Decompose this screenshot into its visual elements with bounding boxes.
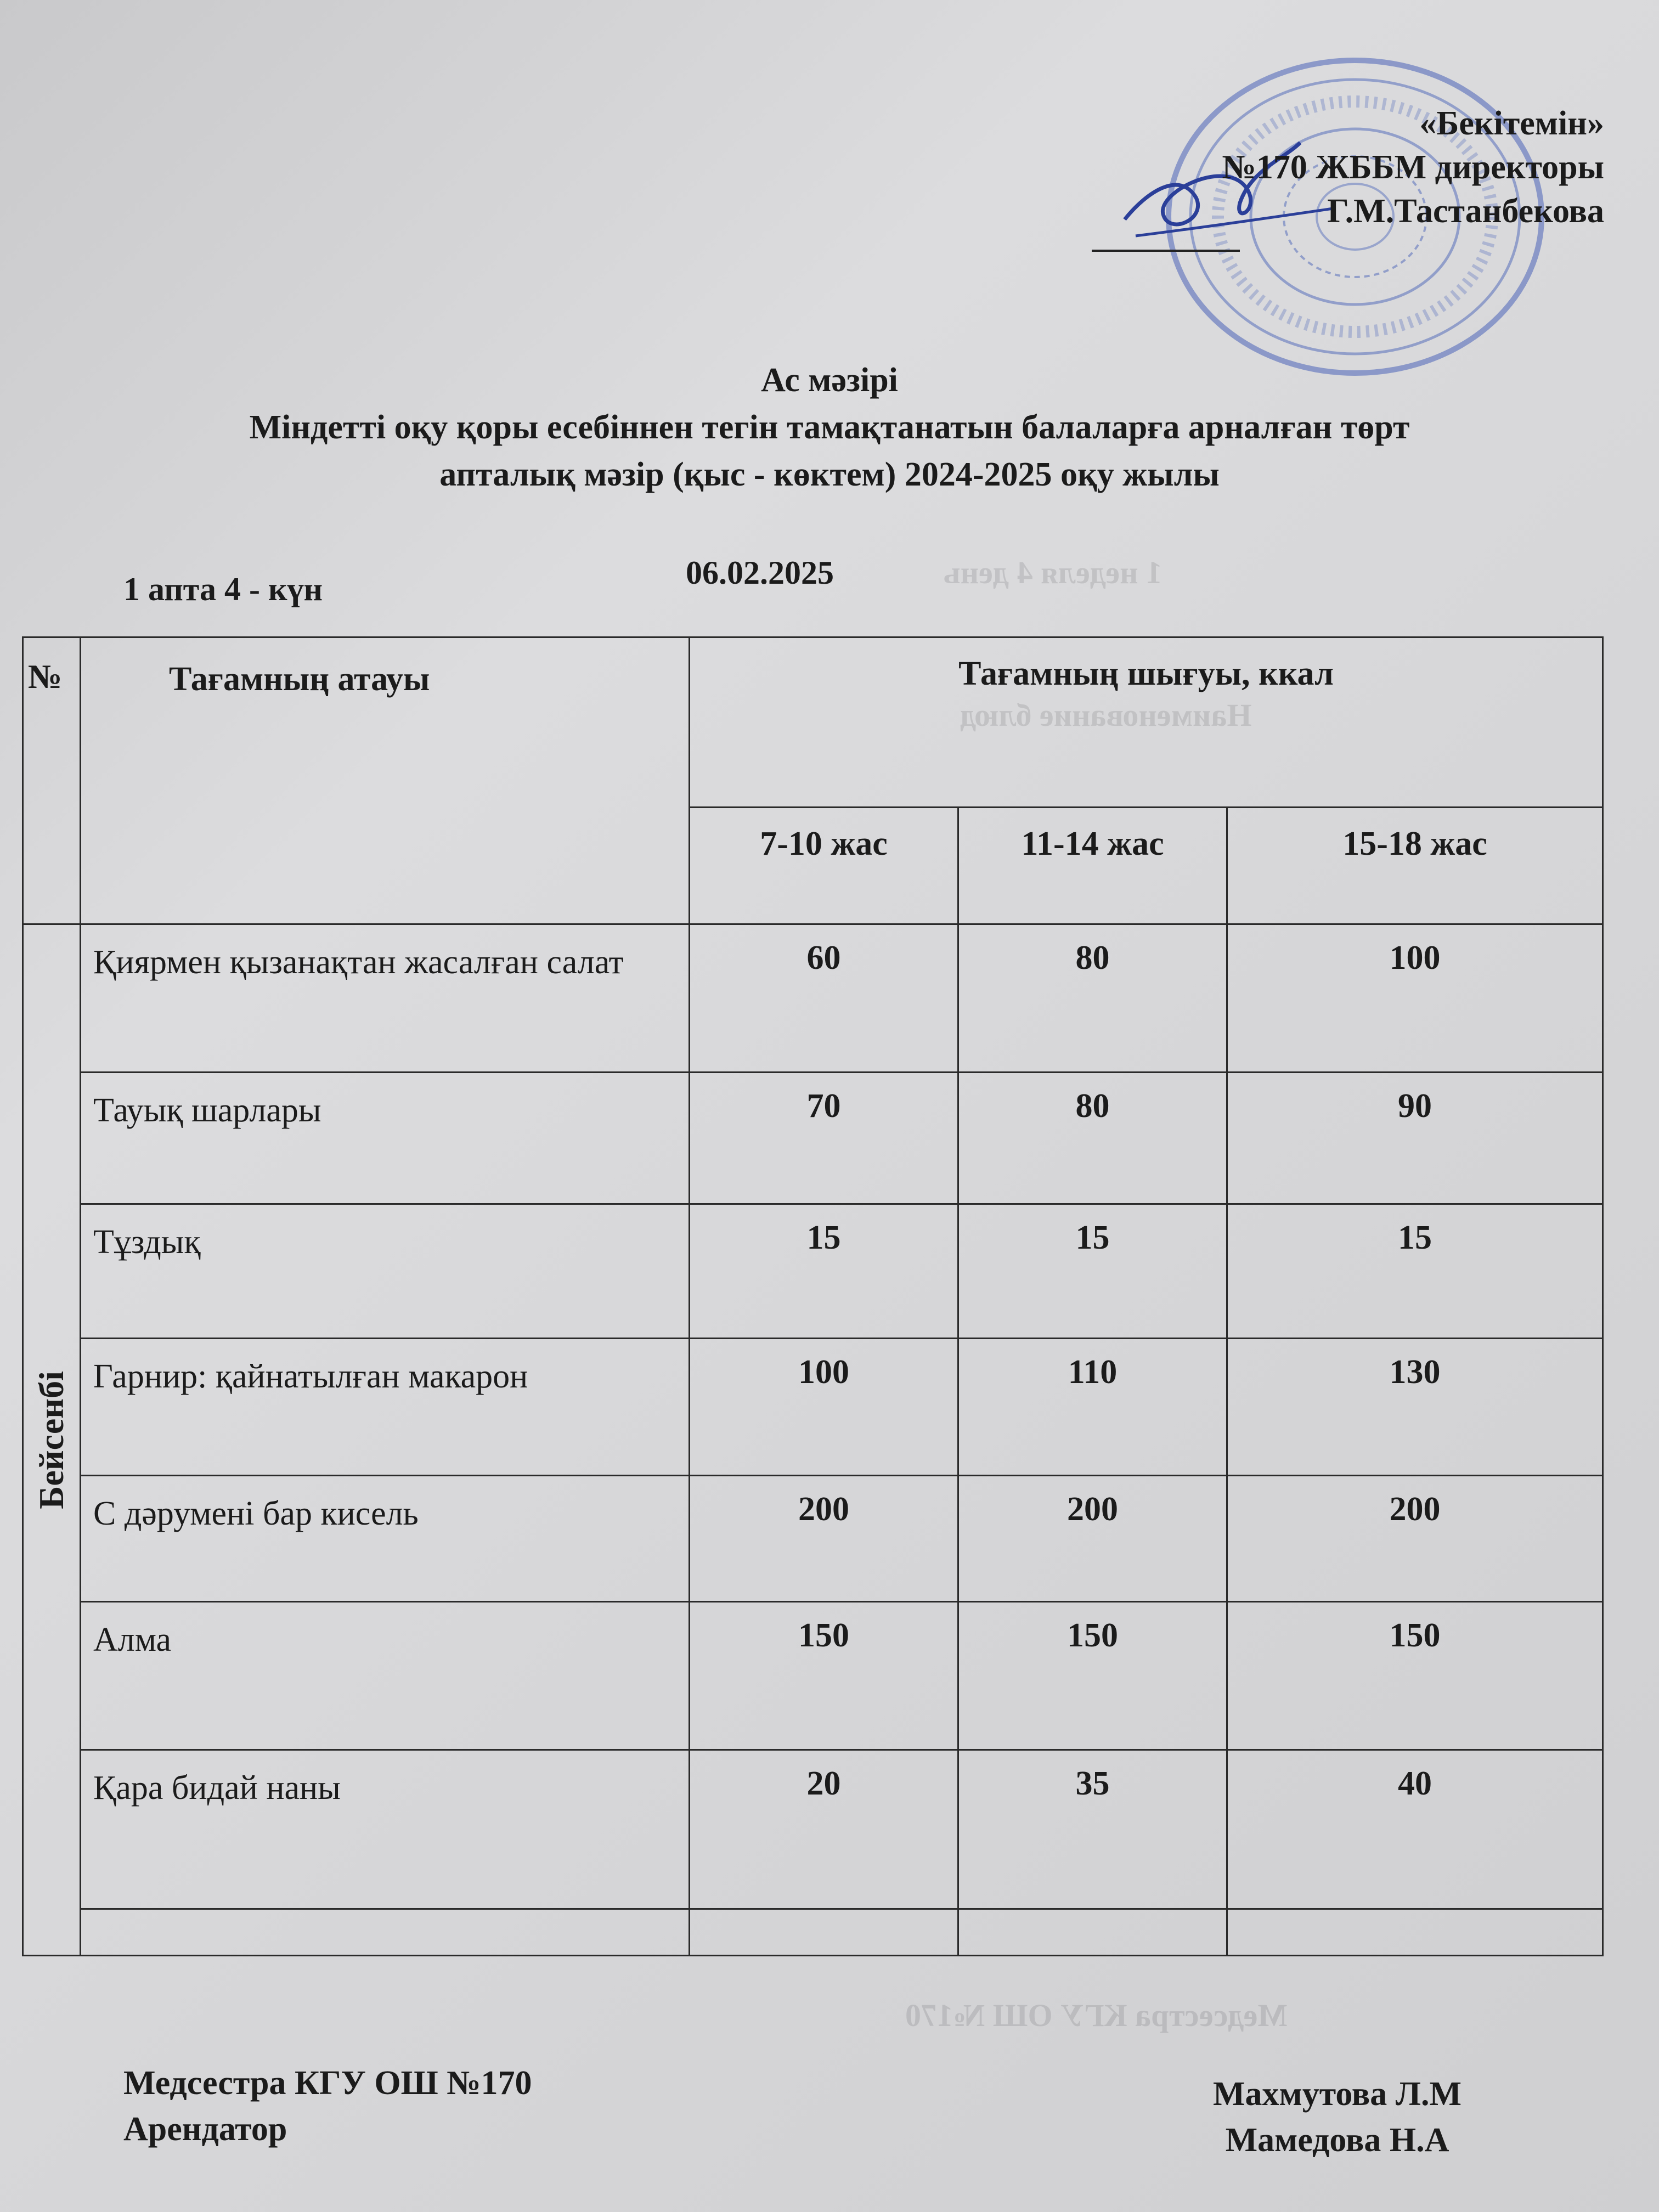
- bleed-through-text: Наименование блюд: [960, 697, 1252, 733]
- title-line-2: Міндетті оқу қоры есебіннен тегін тамақтанатын балаларға арналған төрт: [249, 409, 1410, 446]
- header-number: №: [23, 637, 81, 924]
- value-15-18: 90: [1227, 1073, 1603, 1204]
- value-7-10: 200: [690, 1476, 958, 1602]
- value-11-14: 35: [958, 1750, 1227, 1909]
- approval-heading: «Бекітемін»: [1419, 105, 1604, 142]
- empty-cell: [690, 1909, 958, 1956]
- tenant-label: Арендатор: [123, 2111, 287, 2148]
- empty-row: [23, 1909, 1603, 1956]
- footer-left: [123, 2060, 532, 2152]
- value-11-14: 80: [958, 1073, 1227, 1204]
- header-output: Тағамның шығуы, ккал: [690, 637, 1603, 808]
- approval-director-name: Г.М.Тастанбекова: [1327, 193, 1604, 230]
- approval-block: [1222, 101, 1604, 233]
- title-line-1: Ас мәзірі: [761, 362, 898, 399]
- dish-name: Тауық шарлары: [81, 1073, 690, 1204]
- approval-position: №170 ЖББМ директоры: [1222, 149, 1604, 186]
- value-7-10: 20: [690, 1750, 958, 1909]
- dish-name: Тұздық: [81, 1204, 690, 1339]
- value-11-14: 110: [958, 1339, 1227, 1476]
- nurse-label: Медсестра КГУ ОШ №170: [123, 2064, 532, 2102]
- empty-cell: [81, 1909, 690, 1956]
- nurse-name: Махмутова Л.М: [1212, 2075, 1462, 2113]
- menu-date: 06.02.2025: [686, 555, 834, 591]
- value-15-18: 200: [1227, 1476, 1603, 1602]
- value-7-10: 150: [690, 1602, 958, 1750]
- value-7-10: 100: [690, 1339, 958, 1476]
- value-7-10: 15: [690, 1204, 958, 1339]
- bleed-through-text: Медсестра КГУ ОШ №170: [905, 1997, 1288, 2033]
- table-row: [23, 1750, 1603, 1909]
- dish-name: Қиярмен қызанақтан жасалған салат: [81, 924, 690, 1073]
- header-age-15-18: 15-18 жас: [1227, 808, 1603, 924]
- day-cell: [23, 924, 81, 1956]
- menu-table: [22, 636, 1604, 1956]
- title-line-3: апталық мәзір (қыс - көктем) 2024-2025 оқу жылы: [439, 456, 1220, 493]
- week-day-label: 1 апта 4 - күн: [123, 571, 323, 607]
- value-15-18: 130: [1227, 1339, 1603, 1476]
- table-row: [23, 1073, 1603, 1204]
- value-7-10: 60: [690, 924, 958, 1073]
- dish-name: Алма: [81, 1602, 690, 1750]
- table-row: [23, 924, 1603, 1073]
- header-dish-name: Тағамның атауы: [81, 637, 690, 924]
- value-15-18: 15: [1227, 1204, 1603, 1339]
- dish-name: С дәрумені бар кисель: [81, 1476, 690, 1602]
- value-15-18: 40: [1227, 1750, 1603, 1909]
- value-11-14: 200: [958, 1476, 1227, 1602]
- empty-cell: [958, 1909, 1227, 1956]
- table-row: [23, 1204, 1603, 1339]
- table-row: [23, 1602, 1603, 1750]
- value-11-14: 80: [958, 924, 1227, 1073]
- header-age-11-14: 11-14 жас: [958, 808, 1227, 924]
- value-15-18: 100: [1227, 924, 1603, 1073]
- table-row: [23, 1339, 1603, 1476]
- tenant-name: Мамедова Н.А: [1225, 2121, 1449, 2159]
- document-title: [0, 357, 1659, 498]
- empty-cell: [1227, 1909, 1603, 1956]
- value-7-10: 70: [690, 1073, 958, 1204]
- value-15-18: 150: [1227, 1602, 1603, 1750]
- footer-right: [1213, 2071, 1462, 2163]
- day-label: Бейсенбі: [32, 1370, 71, 1509]
- header-age-7-10: 7-10 жас: [690, 808, 958, 924]
- value-11-14: 15: [958, 1204, 1227, 1339]
- table-row: [23, 1476, 1603, 1602]
- dish-name: Гарнир: қайнатылған макарон: [81, 1339, 690, 1476]
- signature-line: [1092, 250, 1240, 252]
- value-11-14: 150: [958, 1602, 1227, 1750]
- bleed-through-text: 1 неделя 4 день: [944, 555, 1163, 590]
- dish-name: Қара бидай наны: [81, 1750, 690, 1909]
